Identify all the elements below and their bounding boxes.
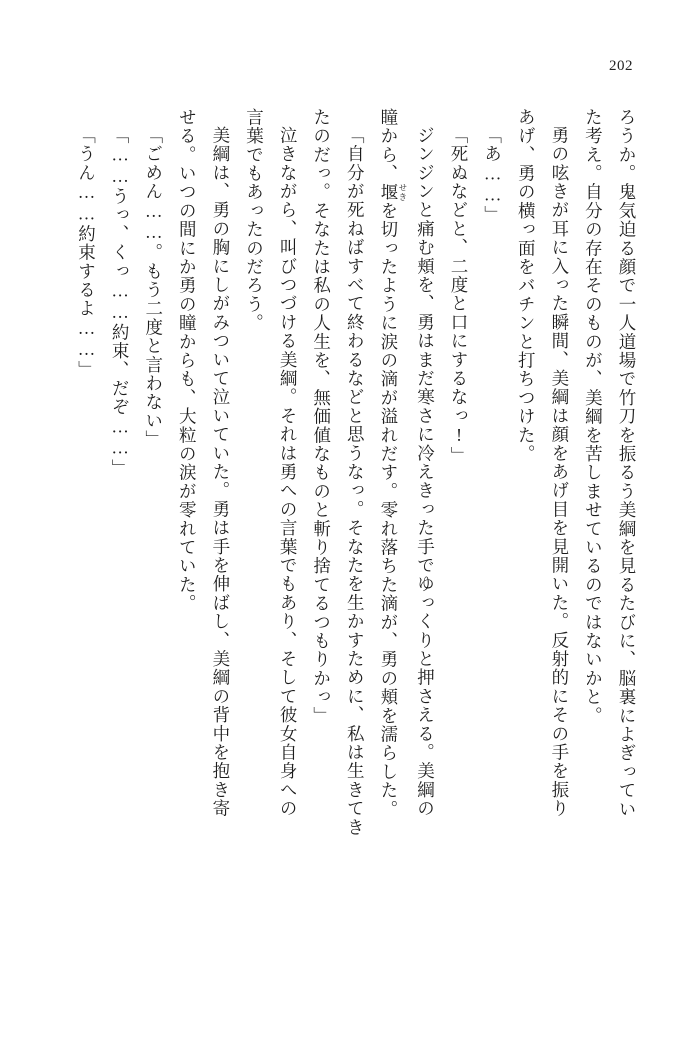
text-line: 美綱は、勇の胸にしがみついて泣いていた。勇は手を伸ばし、美綱の背中を抱き寄: [210, 125, 231, 818]
text-line: 「ごめん……。もう二度と言わない」: [143, 125, 164, 449]
text-line: 言葉でもあったのだろう。: [244, 108, 265, 333]
text-line-with-ruby: 瞳から、堰 せきを切ったように涙の滴が溢れだす。零れ落ちた滴が、勇の頬を濡らした。: [378, 108, 408, 819]
text-line: 「あ……」: [482, 125, 503, 224]
text-line: 勇の呟きが耳に入った瞬間、美綱は顔をあげ目を見開いた。反射的にその手を振り: [549, 125, 570, 818]
text-line: ろうか。鬼気迫る顔で一人道場で竹刀を振るう美綱を見るたびに、脳裏によぎってい: [617, 108, 637, 819]
text-line: たのだっ。そなたは私の人生を、無価値なものと斬り捨てるつもりかっ」: [311, 108, 332, 726]
text-line: 「死ぬなどと、二度と口にするなっ!」: [449, 125, 470, 465]
page-number: 202: [609, 58, 633, 74]
text-line: せる。いつの間にか勇の瞳からも、大粒の涙が零れていた。: [177, 108, 198, 613]
text-line: ジンジンと痛む頬を、勇はまだ寒さに冷えきった手でゆっくりと押さえる。美綱の: [415, 125, 436, 818]
text-line: た考え。自分の存在そのものが、美綱を苦しませているのではないかと。: [583, 108, 604, 726]
ruby-annotation: 堰 せき: [378, 182, 408, 202]
text-line: 「……うっ、くっ……約束、だぞ……」: [110, 125, 131, 478]
page-body-text: [56, 108, 643, 998]
text-line: 「自分が死ねばすべて終わるなどと思うなっ。そなたを生かすために、私は生きてき: [345, 125, 366, 837]
text-line: あげ、勇の横っ面をバチンと打ちつけた。: [516, 108, 537, 464]
text-line: 「うん……約束するよ……」: [76, 125, 97, 379]
text-line: 泣きながら、叫びつづける美綱。それは勇への言葉でもあり、そして彼女自身への: [278, 125, 299, 818]
